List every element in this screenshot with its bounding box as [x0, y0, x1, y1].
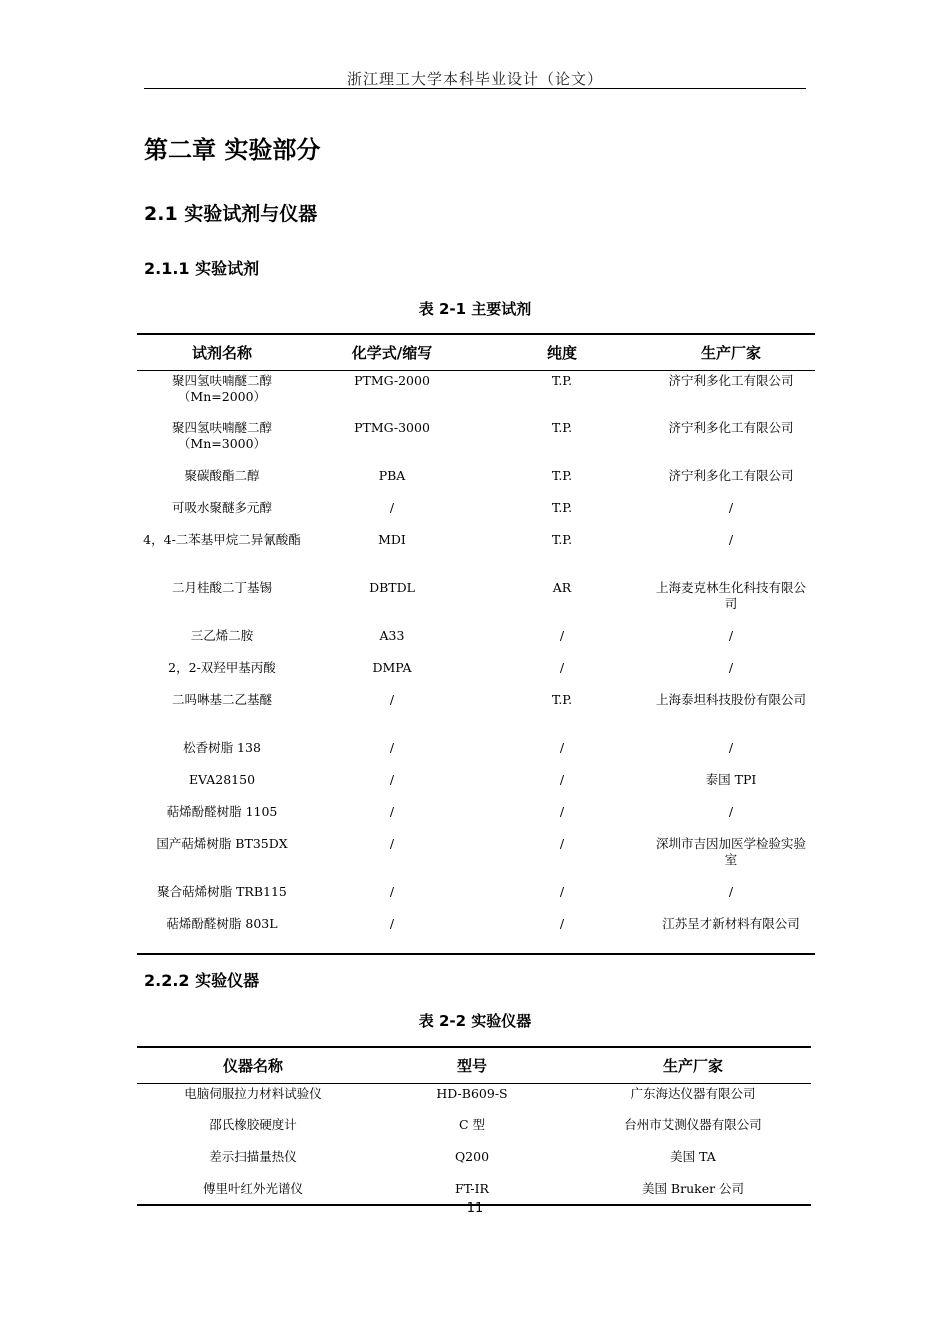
reagent-name-text: 聚四氢呋喃醚二醇: [171, 372, 272, 388]
purity-cell: T.P.: [551, 532, 573, 547]
model-cell: Q200: [454, 1149, 490, 1164]
table-header-row: [137, 1047, 811, 1083]
table-row: [137, 770, 815, 802]
table-row: [137, 738, 815, 770]
manufacturer-cell: /: [728, 532, 734, 547]
manufacturer-cell: 广东海达仪器有限公司: [630, 1085, 756, 1101]
table-row: [137, 1115, 811, 1147]
table-row: [137, 802, 815, 834]
manufacturer-cell: /: [728, 884, 734, 899]
reagent-name-cell: [137, 834, 307, 882]
column-header: 纯度: [477, 334, 647, 370]
formula-cell: /: [389, 772, 395, 787]
instrument-name-cell: 电脑伺服拉力材料试验仪: [184, 1085, 322, 1101]
manufacturer-cell: /: [728, 804, 734, 819]
purity-cell: T.P.: [551, 372, 573, 388]
instrument-name-cell: 傅里叶红外光谱仪: [202, 1181, 303, 1196]
manufacturer-cell: 济宁利多化工有限公司: [668, 372, 794, 388]
reagent-name-text: 二吗啉基二乙基醚: [171, 692, 272, 707]
purity-cell: AR: [552, 580, 572, 595]
purity-cell: T.P.: [551, 500, 573, 515]
reagent-name-text: 聚四氢呋喃醚二醇: [171, 420, 272, 435]
reagents-table-caption: 表 2-1 主要试剂: [418, 300, 532, 318]
reagent-name-cell: [137, 530, 307, 578]
manufacturer-cell: /: [728, 660, 734, 675]
reagents-table: [137, 333, 815, 955]
reagent-name-cell: [137, 498, 307, 530]
table-row: [137, 498, 815, 530]
instruments-heading: 2.2.2 实验仪器: [144, 971, 260, 990]
manufacturer-cell: /: [728, 500, 734, 515]
running-header: 浙江理工大学本科毕业设计（论文）: [346, 70, 603, 88]
formula-cell: /: [389, 740, 395, 755]
formula-cell: DMPA: [372, 660, 412, 675]
manufacturer-cell: 深圳市吉因加医学检验实验室: [655, 836, 806, 867]
purity-cell: /: [559, 884, 565, 899]
column-header: 试剂名称: [137, 334, 307, 370]
purity-cell: /: [559, 916, 565, 931]
model-cell: HD-B609-S: [436, 1085, 508, 1101]
purity-cell: /: [559, 836, 565, 851]
instrument-name-cell: 邵氏橡胶硬度计: [209, 1117, 297, 1132]
table-row: [137, 834, 815, 882]
table-row: [137, 914, 815, 954]
page-number: 11: [466, 1201, 484, 1216]
table-row: [137, 658, 815, 690]
reagent-name-cell: [137, 578, 307, 626]
reagent-name-text: 可吸水聚醚多元醇: [171, 500, 272, 515]
purity-cell: /: [559, 740, 565, 755]
purity-cell: /: [559, 772, 565, 787]
formula-cell: /: [389, 884, 395, 899]
column-header: 生产厂家: [575, 1047, 811, 1083]
reagent-name-cell: [137, 418, 307, 466]
purity-cell: /: [559, 660, 565, 675]
reagent-name-cell: [137, 882, 307, 914]
reagent-name-cell: [137, 914, 307, 954]
reagent-name-text: 4，4-二苯基甲烷二异氰酸酯: [143, 532, 301, 547]
manufacturer-cell: 美国 Bruker 公司: [641, 1181, 745, 1196]
manufacturer-cell: /: [728, 628, 734, 643]
section-title: 2.1 实验试剂与仪器: [144, 203, 318, 225]
formula-cell: MDI: [378, 532, 406, 547]
table-row: [137, 1083, 811, 1115]
manufacturer-cell: 台州市艾测仪器有限公司: [624, 1117, 762, 1132]
instruments-table-caption: 表 2-2 实验仪器: [418, 1012, 532, 1030]
column-header: 生产厂家: [647, 334, 815, 370]
manufacturer-cell: 济宁利多化工有限公司: [668, 468, 794, 483]
formula-cell: PBA: [378, 468, 406, 483]
reagent-name-text: 萜烯酚醛树脂 803L: [166, 916, 278, 931]
purity-cell: T.P.: [551, 420, 573, 435]
table-row: [137, 370, 815, 418]
table-row: [137, 578, 815, 626]
reagent-name-text: 2，2-双羟甲基丙酸: [168, 660, 276, 675]
reagent-name-text: 萜烯酚醛树脂 1105: [166, 804, 278, 819]
reagent-name-text: 三乙烯二胺: [190, 628, 254, 643]
reagent-name-cell: [137, 738, 307, 770]
purity-cell: T.P.: [551, 692, 573, 707]
formula-cell: /: [389, 500, 395, 515]
formula-cell: A33: [379, 628, 405, 643]
reagent-name-cell: [137, 658, 307, 690]
reagent-name-text: 聚合萜烯树脂 TRB115: [157, 884, 287, 899]
formula-cell: /: [389, 916, 395, 931]
reagent-name-text: 松香树脂 138: [183, 740, 261, 755]
model-cell: FT-IR: [455, 1181, 489, 1196]
purity-cell: /: [559, 804, 565, 819]
reagent-name-cell: [137, 626, 307, 658]
table-row: [137, 690, 815, 738]
column-header: 仪器名称: [137, 1047, 369, 1083]
molecular-weight-note: （Mn=2000）: [177, 388, 267, 404]
chapter-title: 第二章 实验部分: [144, 136, 321, 164]
column-header: 化学式/缩写: [307, 334, 477, 370]
manufacturer-cell: 上海泰坦科技股份有限公司: [655, 692, 806, 707]
purity-cell: /: [559, 628, 565, 643]
reagent-name-cell: [137, 690, 307, 738]
reagents-heading: 2.1.1 实验试剂: [144, 259, 260, 278]
formula-cell: PTMG-3000: [354, 420, 430, 435]
formula-cell: /: [389, 836, 395, 851]
table-row: [137, 530, 815, 578]
manufacturer-cell: 上海麦克林生化科技有限公司: [655, 580, 806, 611]
purity-cell: T.P.: [551, 468, 573, 483]
formula-cell: /: [389, 804, 395, 819]
instruments-table: [137, 1046, 811, 1206]
table-row: [137, 1147, 811, 1179]
table-row: [137, 466, 815, 498]
reagent-name-cell: [137, 370, 307, 418]
manufacturer-cell: 泰国 TPI: [705, 772, 757, 787]
manufacturer-cell: 美国 TA: [670, 1149, 716, 1164]
reagent-name-cell: [137, 466, 307, 498]
column-header: 型号: [369, 1047, 575, 1083]
molecular-weight-note: （Mn=3000）: [177, 436, 267, 451]
reagent-name-text: 国产萜烯树脂 BT35DX: [156, 836, 288, 851]
table-header-row: [137, 334, 815, 370]
manufacturer-cell: /: [728, 740, 734, 755]
formula-cell: /: [389, 692, 395, 707]
reagent-name-cell: [137, 802, 307, 834]
table-row: [137, 626, 815, 658]
manufacturer-cell: 济宁利多化工有限公司: [668, 420, 794, 435]
reagent-name-text: 聚碳酸酯二醇: [184, 468, 260, 483]
reagent-name-text: EVA28150: [188, 772, 256, 787]
reagent-name-text: 二月桂酸二丁基锡: [171, 580, 272, 595]
manufacturer-cell: 江苏呈才新材料有限公司: [662, 916, 800, 931]
table-row: [137, 882, 815, 914]
reagent-name-cell: [137, 770, 307, 802]
formula-cell: PTMG-2000: [354, 372, 430, 388]
model-cell: C 型: [458, 1117, 486, 1132]
instrument-name-cell: 差示扫描量热仪: [209, 1149, 297, 1164]
table-row: [137, 418, 815, 466]
formula-cell: DBTDL: [369, 580, 415, 595]
header-rule: [144, 88, 806, 89]
